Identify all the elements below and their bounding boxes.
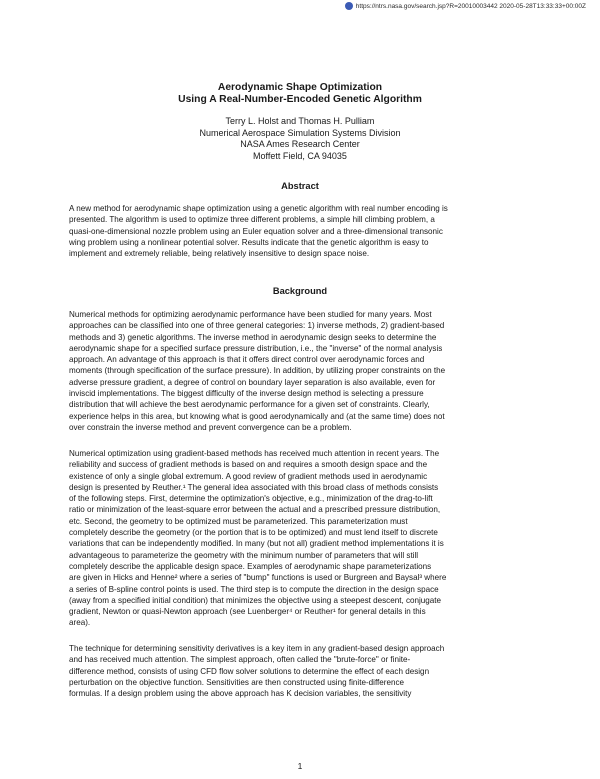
author-center: NASA Ames Research Center	[240, 139, 360, 150]
author-division: Numerical Aerospace Simulation Systems Division	[199, 127, 401, 138]
text-line: existence of only a single global extremum. A good review of gradient methods used in aerodynamic	[69, 471, 428, 481]
text-line: distribution that will achieve the best aerodynamic performance for a given set of constraints. Clearly,	[69, 400, 430, 410]
text-line: ratio or minimization of the least-square error between the actual and a prescribed pressure distribution,	[69, 505, 441, 515]
text-line: area).	[69, 618, 91, 628]
text-line: experience helps in this area, but knowing what is good aerodynamically and (at the same time) does not	[69, 411, 445, 421]
author-names: Terry L. Holst and Thomas H. Pulliam	[225, 116, 375, 126]
text-line: aerodynamic shape for a specified surface pressure distribution, i.e., the "inverse" of the normal analysis	[69, 343, 443, 353]
text-line: design is presented by Reuther.¹ The general idea associated with this broad class of methods consists	[69, 482, 439, 492]
author-location: Moffett Field, CA 94035	[253, 150, 347, 161]
text-line: are given in Hicks and Henne² where a series of "bump" functions is used or Burgreen and Baysal³ where	[69, 573, 447, 583]
text-line: inviscid implementations. The biggest difficulty of the inverse design method is selecting a pressure	[69, 389, 424, 399]
text-line: and has received much attention. The simplest approach, often called the "brute-force" or finite-	[69, 655, 411, 665]
text-line: gradient, Newton or quasi-Newton approach (see Luenberger⁴ or Reuther¹ for general details in this	[69, 607, 426, 617]
ntrs-stamp	[345, 2, 586, 10]
page-number: 1	[297, 761, 303, 771]
text-line: reliability and success of gradient methods is based on and requires a smooth design space and the	[69, 460, 428, 470]
title-line-1: Aerodynamic Shape Optimization	[217, 82, 383, 93]
text-line: completely describe the geometry (or the portion that is to be optimized) and must lend itself to discrete	[69, 528, 438, 538]
background-paragraph-1	[69, 309, 537, 433]
text-line: over constrain the inverse method and prevent convergence can be a problem.	[69, 422, 352, 432]
ntrs-logo-icon	[345, 2, 353, 10]
text-line: variations that can be independently modified. In many (but not all) gradient method implementations it is	[69, 539, 444, 549]
text-line: adverse pressure gradient, a degree of control on boundary layer separation is also available, even for	[69, 377, 436, 387]
text-line: approach. An advantage of this approach is that it offers direct control over aerodynamic forces and	[69, 355, 425, 365]
text-line: a series of B-spline control points is used. The third step is to compute the direction in the design space	[69, 584, 439, 594]
background-heading: Background	[272, 286, 328, 296]
text-line: Numerical optimization using gradient-based methods has received much attention in recent years. The	[69, 449, 440, 458]
text-line: etc. Second, the geometry to be optimized must be parameterized. This parameterization must	[69, 516, 408, 526]
abstract-heading: Abstract	[281, 181, 319, 191]
text-line: presented. The algorithm is used to optimize three different problems, a simple hill climbing problem, a	[69, 215, 435, 225]
text-line: The technique for determining sensitivity derivatives is a key item in any gradient-based design approach	[69, 644, 445, 653]
text-line: A new method for aerodynamic shape optimization using a genetic algorithm with real number encoding is	[69, 204, 448, 213]
text-line: approaches can be classified into one of three general categories: 1) inverse methods, 2) gradient-based	[69, 321, 445, 331]
text-line: methods and 3) genetic algorithms. The inverse method in aerodynamic design seeks to determine the	[69, 332, 437, 342]
title-line-2: Using A Real-Number-Encoded Genetic Algorithm	[178, 94, 422, 105]
background-paragraph-3	[69, 643, 537, 699]
text-line: advantageous to parameterize the geometry with the minimum number of parameters that will still	[69, 550, 419, 560]
text-line: formulas. If a design problem using the above approach has K decision variables, the sensitivity	[69, 689, 412, 699]
text-line: difference method, consists of using CFD flow solver solutions to determine the effect of each design	[69, 666, 430, 676]
paper-title	[0, 82, 600, 106]
text-line: Numerical methods for optimizing aerodynamic performance have been studied for many years. Most	[69, 310, 432, 319]
text-line: wing problem using a nonlinear potential solver. Results indicate that the genetic algorithm is easy to	[69, 237, 429, 247]
text-line: quasi-one-dimensional nozzle problem using an Euler equation solver and a three-dimensional transonic	[69, 226, 443, 236]
text-line: completely describe the applicable design space. Examples of aerodynamic shape parameterizations	[69, 561, 432, 571]
ntrs-stamp-text: https://ntrs.nasa.gov/search.jsp?R=20010003442 2020-05-28T13:33:33+00:00Z	[355, 2, 586, 10]
background-paragraph-2	[69, 448, 537, 629]
abstract-paragraph	[69, 203, 537, 259]
text-line: implement and extremely reliable, being relatively insensitive to design space noise.	[69, 249, 370, 259]
text-line: (away from a specified initial condition) that minimizes the objective using a steepest descent, conjugate	[69, 595, 442, 605]
text-line: of the following steps. First, determine the optimization's objective, e.g., minimization of the drag-to-lift	[69, 494, 433, 504]
text-line: moments (through specification of the surface pressure). In addition, by utilizing proper constraints on the	[69, 366, 446, 376]
text-line: perturbation on the objective function. Sensitivities are then constructed using finite-difference	[69, 677, 405, 687]
author-block	[0, 116, 600, 162]
